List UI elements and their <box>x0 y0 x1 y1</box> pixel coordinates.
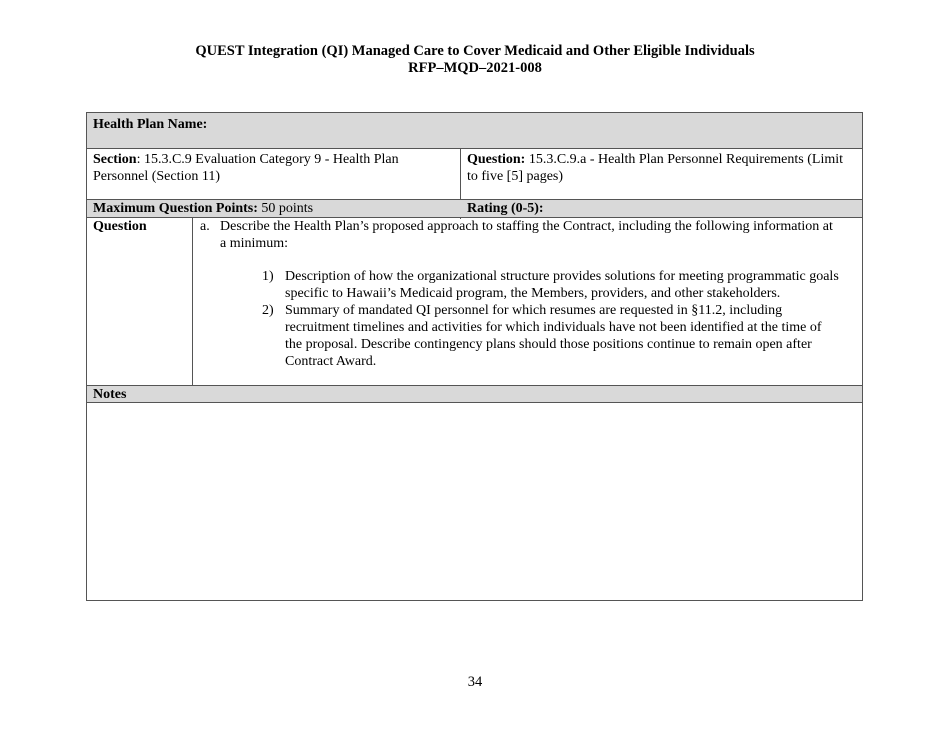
sub-item-2-line-2: recruitment timelines and activities for which individuals have not been identified at the time of <box>285 320 822 335</box>
section-text-2: Personnel (Section 11) <box>93 169 221 184</box>
sub-item-2-text <box>285 302 860 370</box>
page-number: 34 <box>467 674 483 690</box>
item-a-marker: a. <box>200 219 210 234</box>
health-plan-name-label: Health Plan Name: <box>93 117 208 132</box>
notes-label: Notes <box>93 387 127 402</box>
sub-item-2-line-4: Contract Award. <box>285 354 377 369</box>
question-text-1: 15.3.C.9.a - Health Plan Personnel Requirements (Limit <box>525 152 844 167</box>
max-points-label: Maximum Question Points: <box>93 201 258 216</box>
evaluation-form-table <box>86 112 863 601</box>
item-a-text <box>220 218 860 252</box>
max-points-value: 50 points <box>257 201 314 216</box>
sub-item-1-text <box>285 268 860 302</box>
section-cell <box>93 151 453 185</box>
section-label: Section <box>93 152 137 167</box>
sub-item-2-marker: 2) <box>262 303 274 318</box>
rating-label: Rating (0-5): <box>467 201 544 216</box>
rfp-number: RFP–MQD–2021-008 <box>408 60 542 76</box>
notes-area[interactable] <box>87 403 862 600</box>
sub-item-1-line-1: Description of how the organizational structure provides solutions for meeting programmatic goals <box>285 269 839 284</box>
question-row-label: Question <box>93 219 147 234</box>
sub-item-1-marker: 1) <box>262 269 274 284</box>
section-text-1: : 15.3.C.9 Evaluation Category 9 - Health Plan <box>136 152 399 167</box>
sub-item-2-line-1: Summary of mandated QI personnel for which resumes are requested in §11.2, including <box>285 303 783 318</box>
sub-item-2-line-3: the proposal. Describe contingency plans should those positions continue to remain open after <box>285 337 812 352</box>
item-a-line-1: Describe the Health Plan’s proposed approach to staffing the Contract, including the following information at <box>220 219 833 234</box>
document-header <box>0 43 950 77</box>
question-text-2: to five [5] pages) <box>467 169 564 184</box>
question-header-cell <box>467 151 859 185</box>
notes-header-row <box>87 386 862 402</box>
max-points-cell <box>93 200 313 217</box>
item-a-line-2: a minimum: <box>220 236 289 251</box>
document-title: QUEST Integration (QI) Managed Care to Cover Medicaid and Other Eligible Individuals <box>195 43 755 59</box>
question-label: Question: <box>467 152 526 167</box>
sub-item-1-line-2: specific to Hawaii’s Medicaid program, the Members, providers, and other stakeholders. <box>285 286 781 301</box>
